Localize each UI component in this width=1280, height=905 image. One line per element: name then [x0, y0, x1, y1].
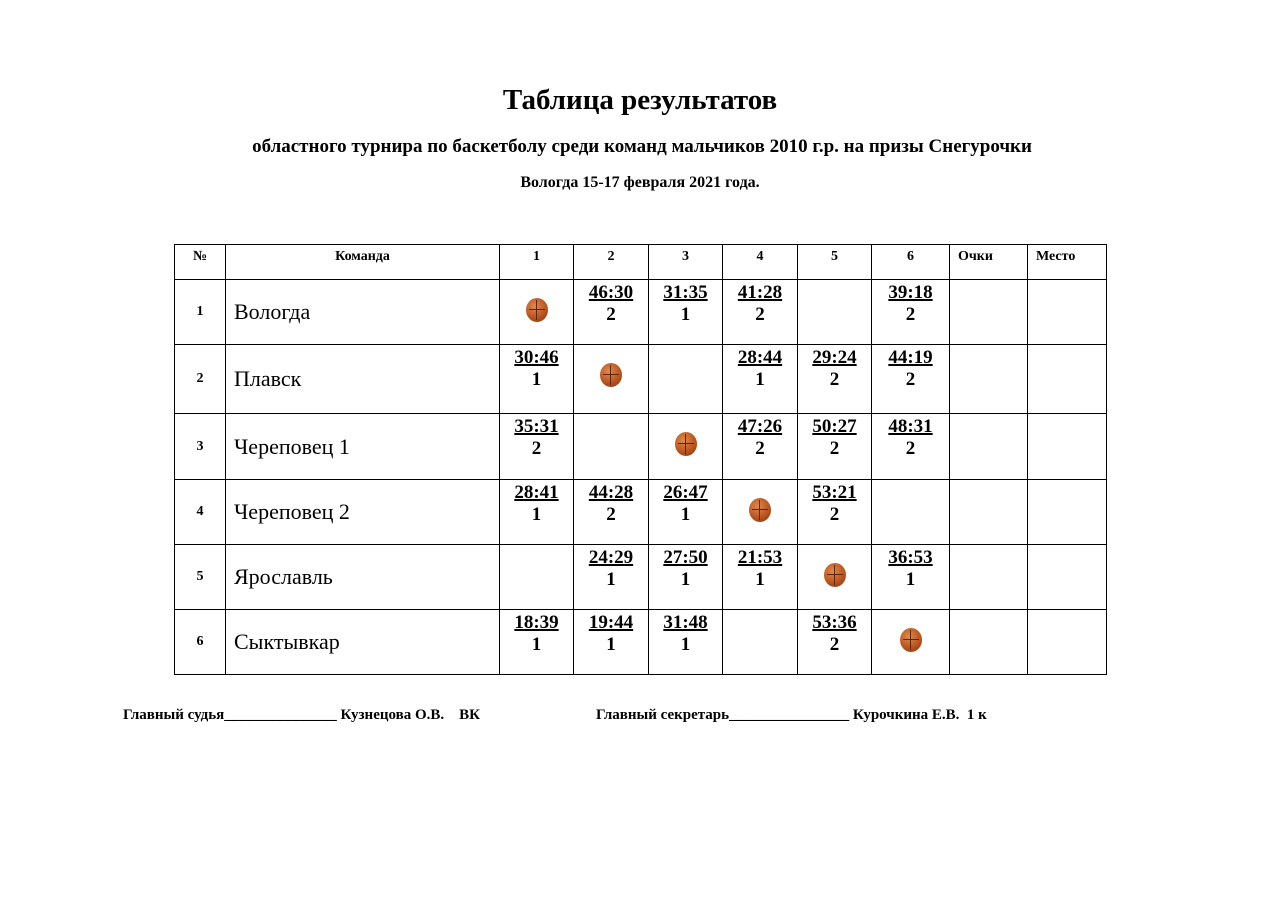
match-points: 2: [829, 369, 840, 390]
score: 53:36: [812, 612, 857, 633]
score: 28:41: [514, 482, 559, 503]
basketball-icon: [600, 363, 622, 387]
score: 31:35: [663, 282, 708, 303]
result-cell: [649, 280, 723, 345]
subtitle: областного турнира по баскетболу среди команд мальчиков 2010 г.р. на призы Снегурочки: [252, 136, 1032, 157]
column-header: Команда: [226, 245, 500, 280]
score: 41:28: [737, 282, 783, 303]
result-cell: [798, 480, 872, 545]
team-name: Сыктывкар: [226, 610, 500, 675]
result-cell: [723, 610, 798, 675]
result-cell: [574, 414, 649, 480]
chief-judge: Главный судья_______________ Кузнецова О.В. ВК: [123, 707, 481, 723]
score: 35:31: [514, 416, 559, 437]
match-result: [812, 612, 856, 656]
page-title: Таблица результатов: [502, 84, 778, 116]
score: 44:28: [588, 482, 634, 503]
row-number: 2: [175, 345, 226, 414]
column-header: 4: [723, 245, 798, 280]
table-row: [175, 610, 1107, 675]
match-result: [589, 612, 633, 656]
result-cell: [798, 345, 872, 414]
column-header: 5: [798, 245, 872, 280]
basketball-icon: [675, 432, 697, 456]
match-result: [589, 547, 633, 591]
match-result: [663, 612, 707, 656]
result-cell: [723, 414, 798, 480]
basketball-icon: [900, 628, 922, 652]
result-cell: [723, 545, 798, 610]
score: 27:50: [663, 547, 708, 568]
score: 53:21: [812, 482, 857, 503]
score: 29:24: [812, 347, 857, 368]
match-points: 1: [531, 504, 542, 525]
match-points: 2: [755, 304, 765, 325]
match-result: [663, 282, 707, 326]
match-points: 1: [606, 634, 616, 655]
result-cell: [574, 480, 649, 545]
row-number: 5: [175, 545, 226, 610]
place-cell: [1028, 480, 1107, 545]
result-cell: [872, 480, 950, 545]
column-header: 3: [649, 245, 723, 280]
points-cell: [950, 610, 1028, 675]
table-row: [175, 414, 1107, 480]
match-result: [514, 482, 558, 526]
column-header: 2: [574, 245, 649, 280]
place-cell: [1028, 610, 1107, 675]
match-result: [514, 416, 558, 460]
match-points: 1: [755, 369, 765, 390]
result-cell: [500, 280, 574, 345]
result-cell: [649, 545, 723, 610]
result-cell: [574, 280, 649, 345]
results-table: [174, 244, 1107, 675]
column-header: 6: [872, 245, 950, 280]
team-name: Ярославль: [226, 545, 500, 610]
team-name: Череповец 2: [226, 480, 500, 545]
match-result: [888, 547, 932, 591]
result-cell: [649, 610, 723, 675]
match-points: 2: [531, 438, 542, 459]
match-points: 2: [606, 304, 616, 325]
match-points: 1: [606, 569, 616, 590]
match-result: [738, 416, 782, 460]
result-cell: [798, 280, 872, 345]
row-number: 6: [175, 610, 226, 675]
team-name: Череповец 1: [226, 414, 500, 480]
points-cell: [950, 480, 1028, 545]
score: 26:47: [663, 482, 708, 503]
match-result: [888, 347, 932, 391]
score: 21:53: [737, 547, 783, 568]
table-row: [175, 345, 1107, 414]
row-number: 3: [175, 414, 226, 480]
result-cell: [872, 414, 950, 480]
match-points: 2: [905, 438, 916, 459]
result-cell: [649, 414, 723, 480]
points-cell: [950, 414, 1028, 480]
result-cell: [649, 480, 723, 545]
score: 46:30: [588, 282, 634, 303]
result-cell: [723, 345, 798, 414]
match-result: [888, 282, 932, 326]
match-result: [812, 416, 856, 460]
match-result: [514, 347, 558, 391]
result-cell: [798, 610, 872, 675]
match-result: [663, 547, 707, 591]
result-cell: [574, 345, 649, 414]
match-points: 1: [680, 634, 691, 655]
match-points: 1: [531, 634, 542, 655]
match-result: [888, 416, 932, 460]
match-result: [812, 347, 856, 391]
table-row: [175, 280, 1107, 345]
match-points: 2: [829, 634, 840, 655]
team-name: Вологда: [226, 280, 500, 345]
match-points: 1: [755, 569, 765, 590]
match-points: 1: [905, 569, 916, 590]
match-points: 1: [680, 504, 691, 525]
result-cell: [574, 610, 649, 675]
place-cell: [1028, 280, 1107, 345]
match-points: 2: [606, 504, 616, 525]
points-cell: [950, 280, 1028, 345]
result-cell: [500, 345, 574, 414]
basketball-icon: [526, 298, 548, 322]
place-cell: [1028, 545, 1107, 610]
row-number: 1: [175, 280, 226, 345]
score: 31:48: [663, 612, 708, 633]
score: 47:26: [737, 416, 783, 437]
match-points: 2: [905, 369, 916, 390]
match-points: 2: [755, 438, 765, 459]
column-header: 1: [500, 245, 574, 280]
result-cell: [500, 545, 574, 610]
result-cell: [872, 610, 950, 675]
header-row: [175, 245, 1107, 280]
score: 28:44: [737, 347, 783, 368]
match-points: 1: [680, 304, 691, 325]
table-row: [175, 545, 1107, 610]
table-row: [175, 480, 1107, 545]
score: 19:44: [588, 612, 634, 633]
place-date: Вологда 15-17 февраля 2021 года.: [520, 174, 760, 191]
match-result: [514, 612, 558, 656]
chief-secretary: Главный секретарь________________ Курочкина Е.В. 1 к: [596, 707, 987, 723]
score: 18:39: [514, 612, 559, 633]
match-points: 2: [829, 438, 840, 459]
score: 24:29: [588, 547, 634, 568]
score: 50:27: [812, 416, 857, 437]
result-cell: [872, 345, 950, 414]
match-result: [738, 347, 782, 391]
place-cell: [1028, 345, 1107, 414]
result-cell: [723, 280, 798, 345]
basketball-icon: [749, 498, 771, 522]
result-cell: [500, 480, 574, 545]
result-cell: [649, 345, 723, 414]
result-cell: [872, 545, 950, 610]
points-cell: [950, 345, 1028, 414]
team-name: Плавск: [226, 345, 500, 414]
match-result: [738, 547, 782, 591]
match-points: 2: [905, 304, 916, 325]
points-cell: [950, 545, 1028, 610]
column-header: Очки: [950, 245, 1028, 280]
score: 39:18: [888, 282, 933, 303]
score: 44:19: [888, 347, 933, 368]
basketball-icon: [824, 563, 846, 587]
result-cell: [798, 414, 872, 480]
match-result: [589, 282, 633, 326]
column-header: Место: [1028, 245, 1107, 280]
match-points: 2: [829, 504, 840, 525]
match-points: 1: [680, 569, 691, 590]
column-header: №: [175, 245, 226, 280]
score: 48:31: [888, 416, 933, 437]
score: 36:53: [888, 547, 933, 568]
result-cell: [500, 610, 574, 675]
match-result: [812, 482, 856, 526]
row-number: 4: [175, 480, 226, 545]
result-cell: [723, 480, 798, 545]
result-cell: [872, 280, 950, 345]
result-cell: [798, 545, 872, 610]
match-result: [738, 282, 782, 326]
match-result: [589, 482, 633, 526]
place-cell: [1028, 414, 1107, 480]
result-cell: [500, 414, 574, 480]
match-points: 1: [531, 369, 542, 390]
match-result: [663, 482, 707, 526]
result-cell: [574, 545, 649, 610]
score: 30:46: [514, 347, 559, 368]
